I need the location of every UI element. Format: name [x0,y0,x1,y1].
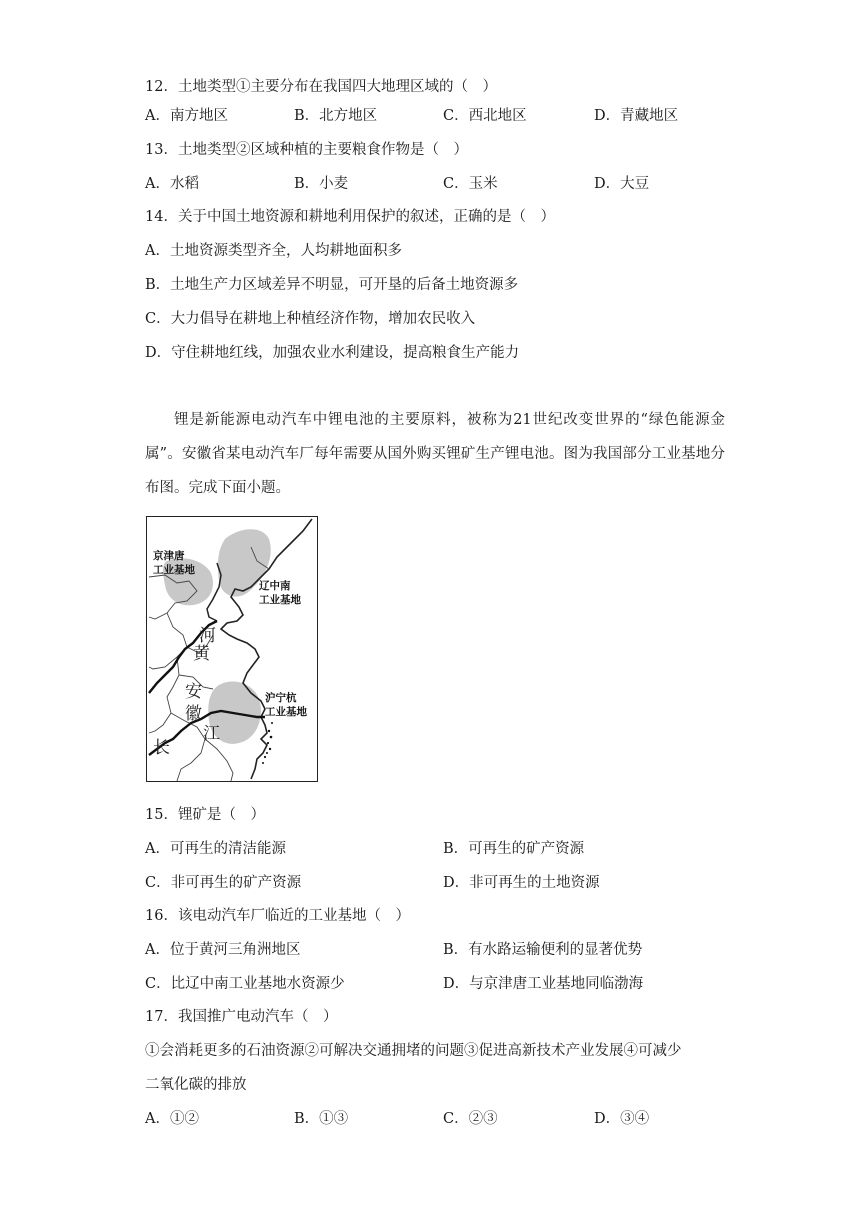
q15-option-a[interactable]: A．可再生的清洁能源 [145,841,286,857]
map-char-jiang: 江 [203,724,220,744]
q17-option-a[interactable]: A．①② [145,1111,199,1127]
q14-option-d[interactable]: D．守住耕地红线，加强农业水利建设，提高粮食生产能力 [145,345,520,361]
q13-stem: 13．土地类型②区域种植的主要粮食作物是（ ） [145,142,468,158]
map-char-chang: 长 [153,738,170,758]
map-char-huang: 黄 [193,644,210,664]
map-char-he: 河 [199,626,216,646]
q16-option-a[interactable]: A．位于黄河三角洲地区 [145,942,301,958]
q12-option-c[interactable]: C．西北地区 [443,108,527,124]
q17-statements-line2: 二氧化碳的排放 [145,1077,247,1093]
map-char-an: 安 [185,682,202,702]
q17-stem: 17．我国推广电动汽车（ ） [145,1009,338,1025]
q15-option-d[interactable]: D．非可再生的土地资源 [443,875,600,891]
q13-option-c[interactable]: C．玉米 [443,176,498,192]
q14-option-c[interactable]: C．大力倡导在耕地上种植经济作物，增加农民收入 [145,311,476,327]
lzn-label-line1: 辽中南 [259,580,291,592]
q12-option-b[interactable]: B．北方地区 [294,108,378,124]
q15-stem: 15．锂矿是（ ） [145,807,265,823]
map-char-hui: 徽 [185,704,202,724]
q16-option-d[interactable]: D．与京津唐工业基地同临渤海 [443,976,644,992]
q12-option-d[interactable]: D．青藏地区 [594,108,679,124]
industrial-base-map [146,516,318,782]
q17-option-b[interactable]: B．①③ [294,1111,349,1127]
q16-option-c[interactable]: C．比辽中南工业基地水资源少 [145,976,345,992]
q14-option-a[interactable]: A．土地资源类型齐全，人均耕地面积多 [145,243,402,259]
q16-option-b[interactable]: B．有水路运输便利的显著优势 [443,942,643,958]
passage [145,403,725,505]
q17-statements-line1: ①会消耗更多的石油资源②可解决交通拥堵的问题③促进高新技术产业发展④可减少 [145,1043,682,1059]
q13-option-a[interactable]: A．水稻 [145,176,199,192]
q16-stem: 16．该电动汽车厂临近的工业基地（ ） [145,908,410,924]
q13-option-b[interactable]: B．小麦 [294,176,349,192]
q15-option-c[interactable]: C．非可再生的矿产资源 [145,875,302,891]
q12-stem: 12．土地类型①主要分布在我国四大地理区域的（ ） [145,79,497,95]
hnh-label-line1: 沪宁杭 [265,692,297,704]
lzn-label-line2: 工业基地 [259,594,301,606]
passage-text: 锂是新能源电动汽车中锂电池的主要原料，被称为21世纪改变世界的“绿色能源金属”。安徽省某电动汽车厂每年需要从国外购买锂矿生产锂电池。图为我国部分工业基地分布图。完成下面小题。 [145,412,725,496]
q13-option-d[interactable]: D．大豆 [594,176,650,192]
q15-option-b[interactable]: B．可再生的矿产资源 [443,841,585,857]
jjt-label-line1: 京津唐 [153,550,185,562]
coastal-islands [262,722,273,764]
q14-option-b[interactable]: B．土地生产力区域差异不明显，可开垦的后备土地资源多 [145,277,519,293]
hnh-label-line2: 工业基地 [265,706,307,718]
q14-stem: 14．关于中国土地资源和耕地利用保护的叙述，正确的是（ ） [145,209,555,225]
q17-option-d[interactable]: D．③④ [594,1111,650,1127]
jjt-label-line2: 工业基地 [153,564,195,576]
q12-option-a[interactable]: A．南方地区 [145,108,228,124]
q17-option-c[interactable]: C．②③ [443,1111,498,1127]
map-svg [147,517,318,782]
